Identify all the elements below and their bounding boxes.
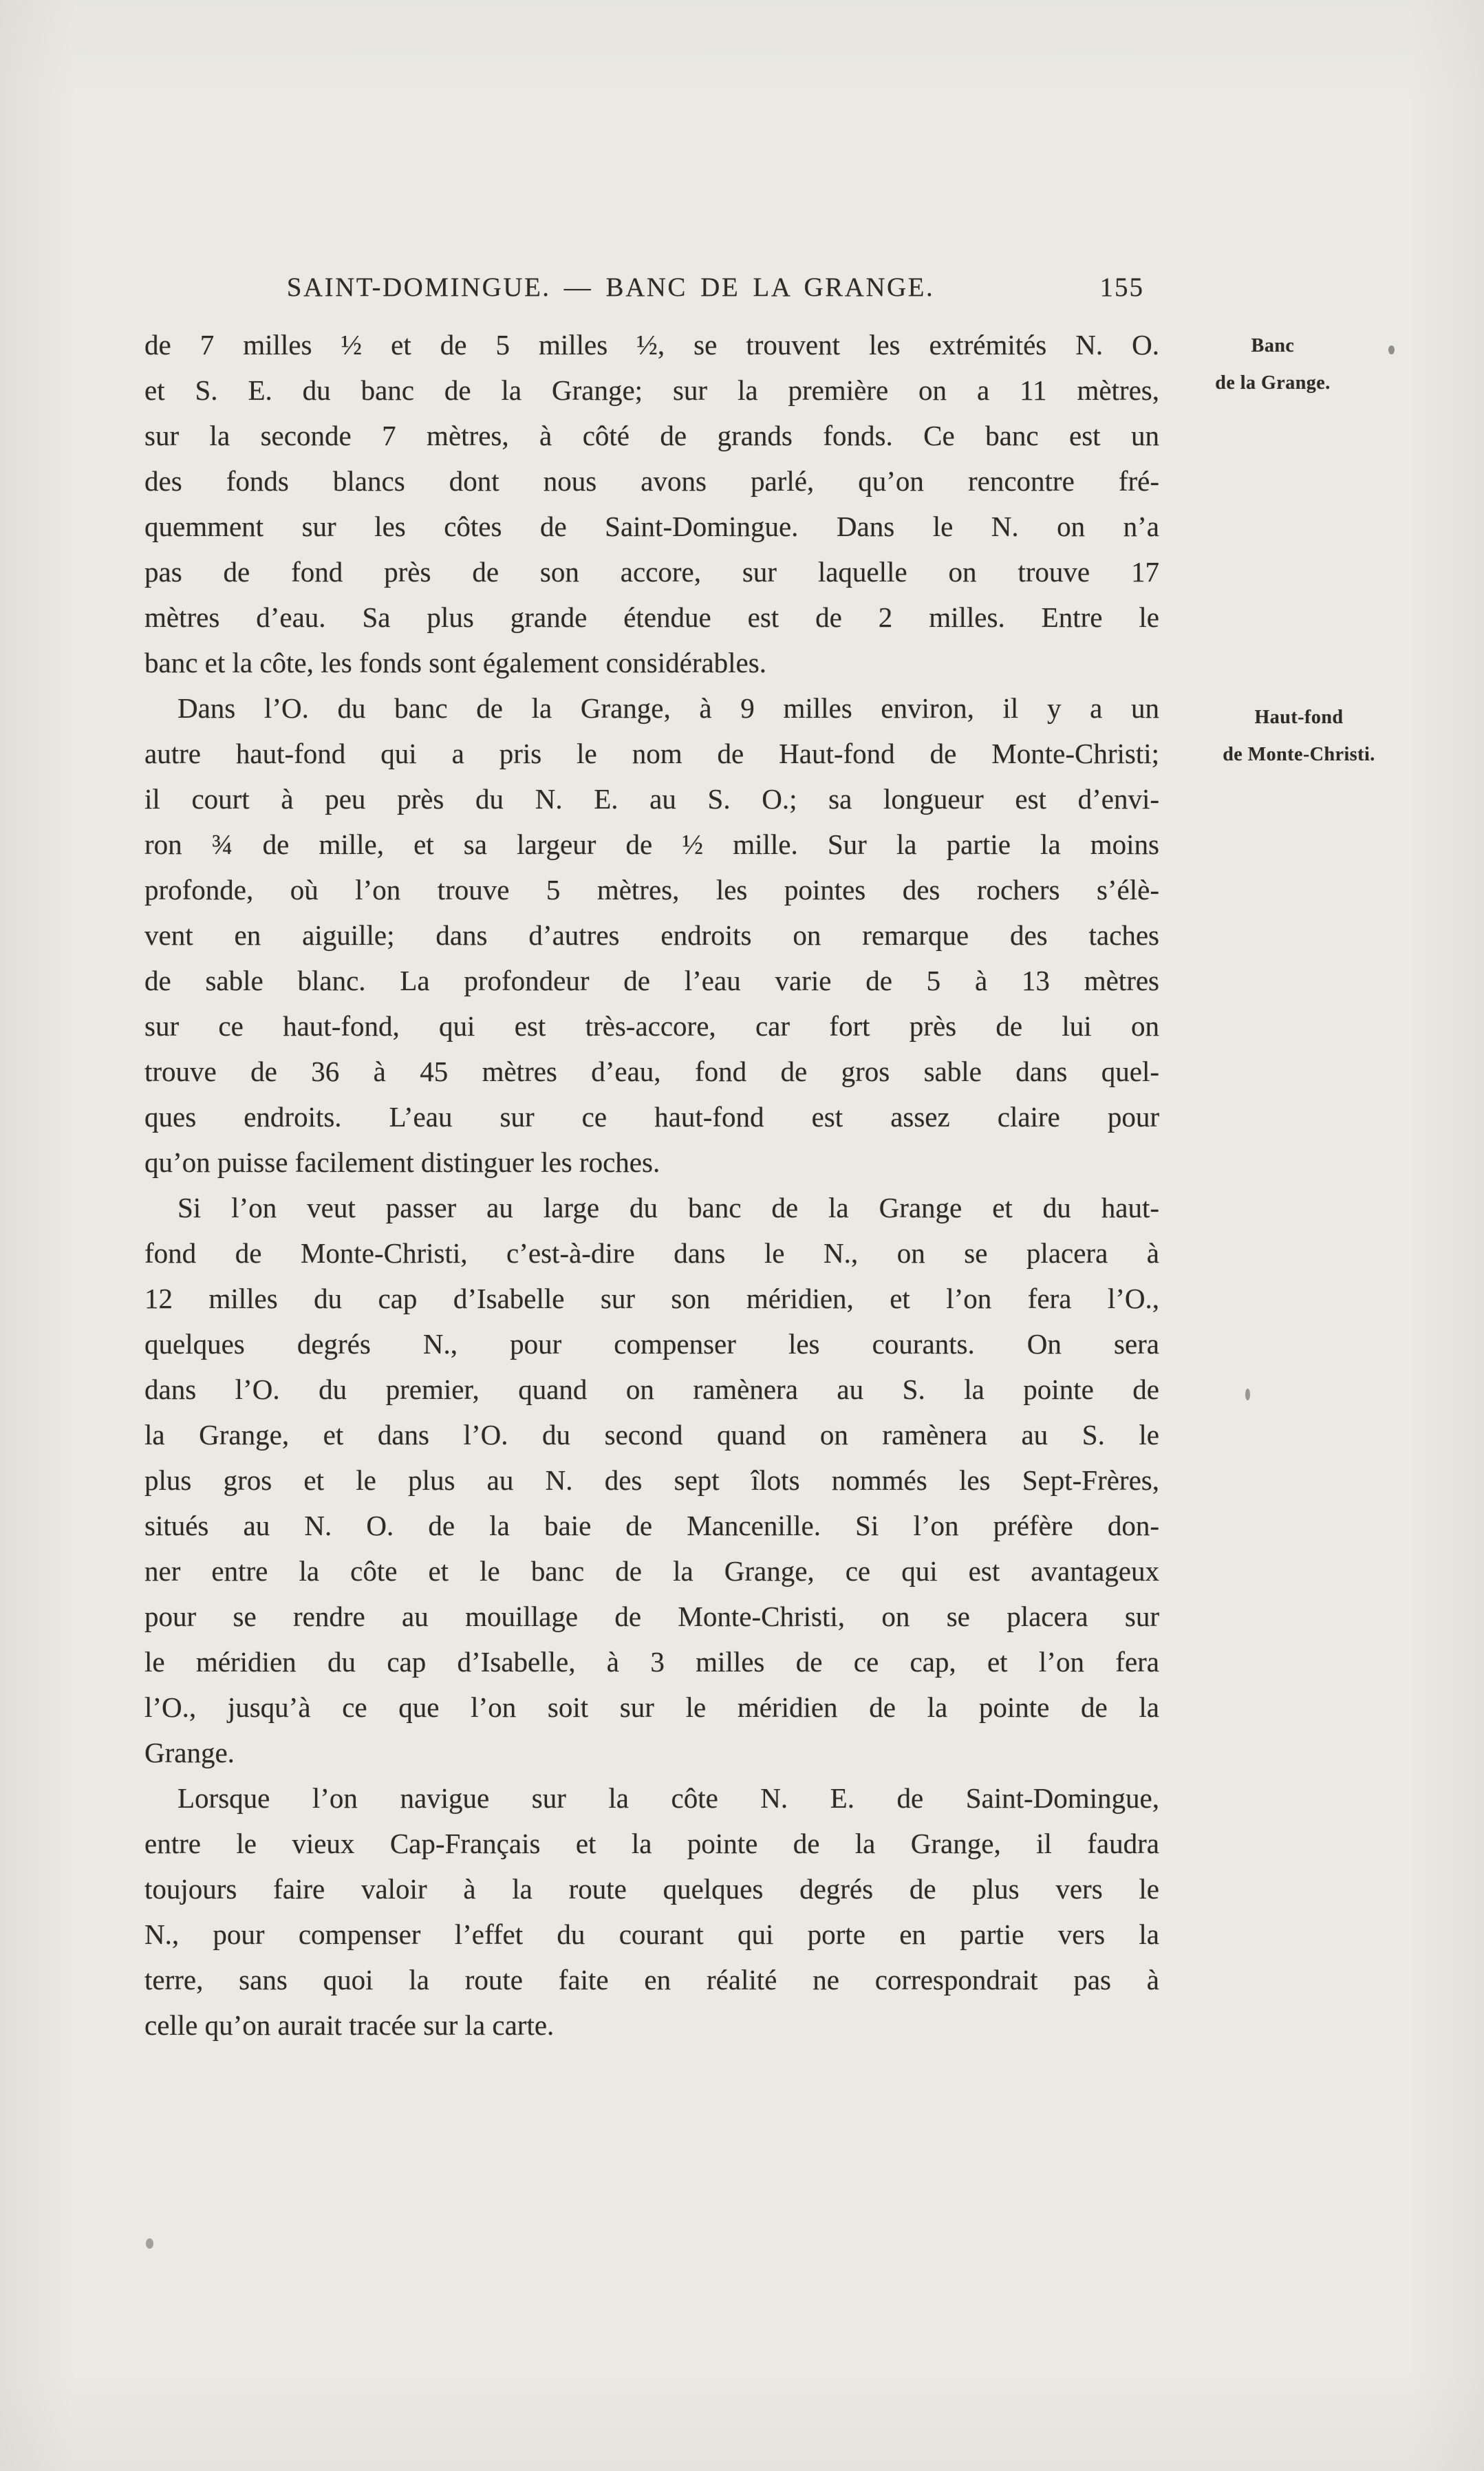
text-line: l’O., jusqu’à ce que l’on soit sur le méridien de la pointe de la xyxy=(144,1691,1159,1723)
ink-speck xyxy=(1245,1389,1250,1400)
text-line: terre, sans quoi la route faite en réalité ne correspondrait pas à xyxy=(144,1964,1159,1996)
text-line: trouve de 36 à 45 mètres d’eau, fond de gros sable dans quel- xyxy=(144,1056,1159,1087)
text-line: profonde, où l’on trouve 5 mètres, les pointes des rochers s’élè- xyxy=(144,874,1159,906)
ink-speck xyxy=(146,2238,153,2249)
text-line: N., pour compenser l’effet du courant qui porte en partie vers la xyxy=(144,1918,1159,1950)
text-line: ron ¾ de mille, et sa largeur de ½ mille. Sur la partie la moins xyxy=(144,828,1159,860)
text-line: celle qu’on aurait tracée sur la carte. xyxy=(144,2009,555,2041)
text-line: dans l’O. du premier, quand on ramènera au S. la pointe de xyxy=(144,1373,1159,1405)
margin-note-line: de la Grange. xyxy=(1215,372,1331,394)
text-line: entre le vieux Cap-Français et la pointe de la Grange, il faudra xyxy=(144,1828,1159,1859)
margin-note-line: Banc xyxy=(1251,335,1295,356)
text-line: pour se rendre au mouillage de Monte-Christi, on se placera sur xyxy=(144,1601,1159,1632)
body-text-column xyxy=(144,322,1159,2048)
text-line: le méridien du cap d’Isabelle, à 3 milles de ce cap, et l’on fera xyxy=(144,1646,1159,1678)
running-title: SAINT-DOMINGUE. — BANC DE LA GRANGE. xyxy=(286,272,935,302)
text-line: Si l’on veut passer au large du banc de la Grange et du haut- xyxy=(178,1192,1159,1223)
text-line: banc et la côte, les fonds sont également considérables. xyxy=(144,647,766,678)
text-line: sur la seconde 7 mètres, à côté de grands fonds. Ce banc est un xyxy=(144,420,1159,451)
text-line: la Grange, et dans l’O. du second quand on ramènera au S. le xyxy=(144,1419,1159,1451)
text-line: sur ce haut-fond, qui est très-accore, car fort près de lui on xyxy=(144,1010,1159,1042)
text-line: Dans l’O. du banc de la Grange, à 9 milles environ, il y a un xyxy=(178,692,1159,724)
margin-note-banc-de-la-grange xyxy=(1170,328,1376,402)
text-line: quemment sur les côtes de Saint-Domingue. Dans le N. on n’a xyxy=(144,511,1159,542)
text-line: ques endroits. L’eau sur ce haut-fond est assez claire pour xyxy=(144,1101,1159,1133)
text-line: Lorsque l’on navigue sur la côte N. E. de Saint-Domingue, xyxy=(178,1782,1159,1814)
text-line: Grange. xyxy=(144,1737,235,1768)
text-line: plus gros et le plus au N. des sept îlots nommés les Sept-Frères, xyxy=(144,1464,1159,1496)
text-line: des fonds blancs dont nous avons parlé, qu’on rencontre fré- xyxy=(144,465,1159,497)
running-header xyxy=(144,270,1159,306)
text-line: de sable blanc. La profondeur de l’eau varie de 5 à 13 mètres xyxy=(144,965,1159,996)
margin-note-line: de Monte-Christi. xyxy=(1223,744,1375,765)
margin-note-haut-fond-monte-christi xyxy=(1168,699,1430,773)
text-line: 12 milles du cap d’Isabelle sur son méridien, et l’on fera l’O., xyxy=(144,1283,1159,1314)
text-line: il court à peu près du N. E. au S. O.; sa longueur est d’envi- xyxy=(144,783,1159,815)
text-line: fond de Monte-Christi, c’est-à-dire dans le N., on se placera à xyxy=(144,1237,1159,1269)
text-line: vent en aiguille; dans d’autres endroits on remarque des taches xyxy=(144,919,1159,951)
text-line: de 7 milles ½ et de 5 milles ½, se trouvent les extrémités N. O. xyxy=(144,329,1159,361)
text-line: situés au N. O. de la baie de Mancenille. Si l’on préfère don- xyxy=(144,1510,1159,1541)
text-line: ner entre la côte et le banc de la Grange, ce qui est avantageux xyxy=(144,1555,1159,1587)
text-line: toujours faire valoir à la route quelques degrés de plus vers le xyxy=(144,1873,1159,1905)
text-line: pas de fond près de son accore, sur laquelle on trouve 17 xyxy=(144,556,1159,588)
text-line: autre haut-fond qui a pris le nom de Haut-fond de Monte-Christi; xyxy=(144,738,1159,769)
text-line: qu’on puisse facilement distinguer les roches. xyxy=(144,1146,660,1178)
ink-speck xyxy=(1388,345,1395,354)
page-number: 155 xyxy=(1099,272,1144,302)
text-line: et S. E. du banc de la Grange; sur la première on a 11 mètres, xyxy=(144,374,1159,406)
text-line: quelques degrés N., pour compenser les courants. On sera xyxy=(144,1328,1159,1360)
margin-note-line: Haut-fond xyxy=(1254,707,1344,728)
text-line: mètres d’eau. Sa plus grande étendue est de 2 milles. Entre le xyxy=(144,601,1159,633)
